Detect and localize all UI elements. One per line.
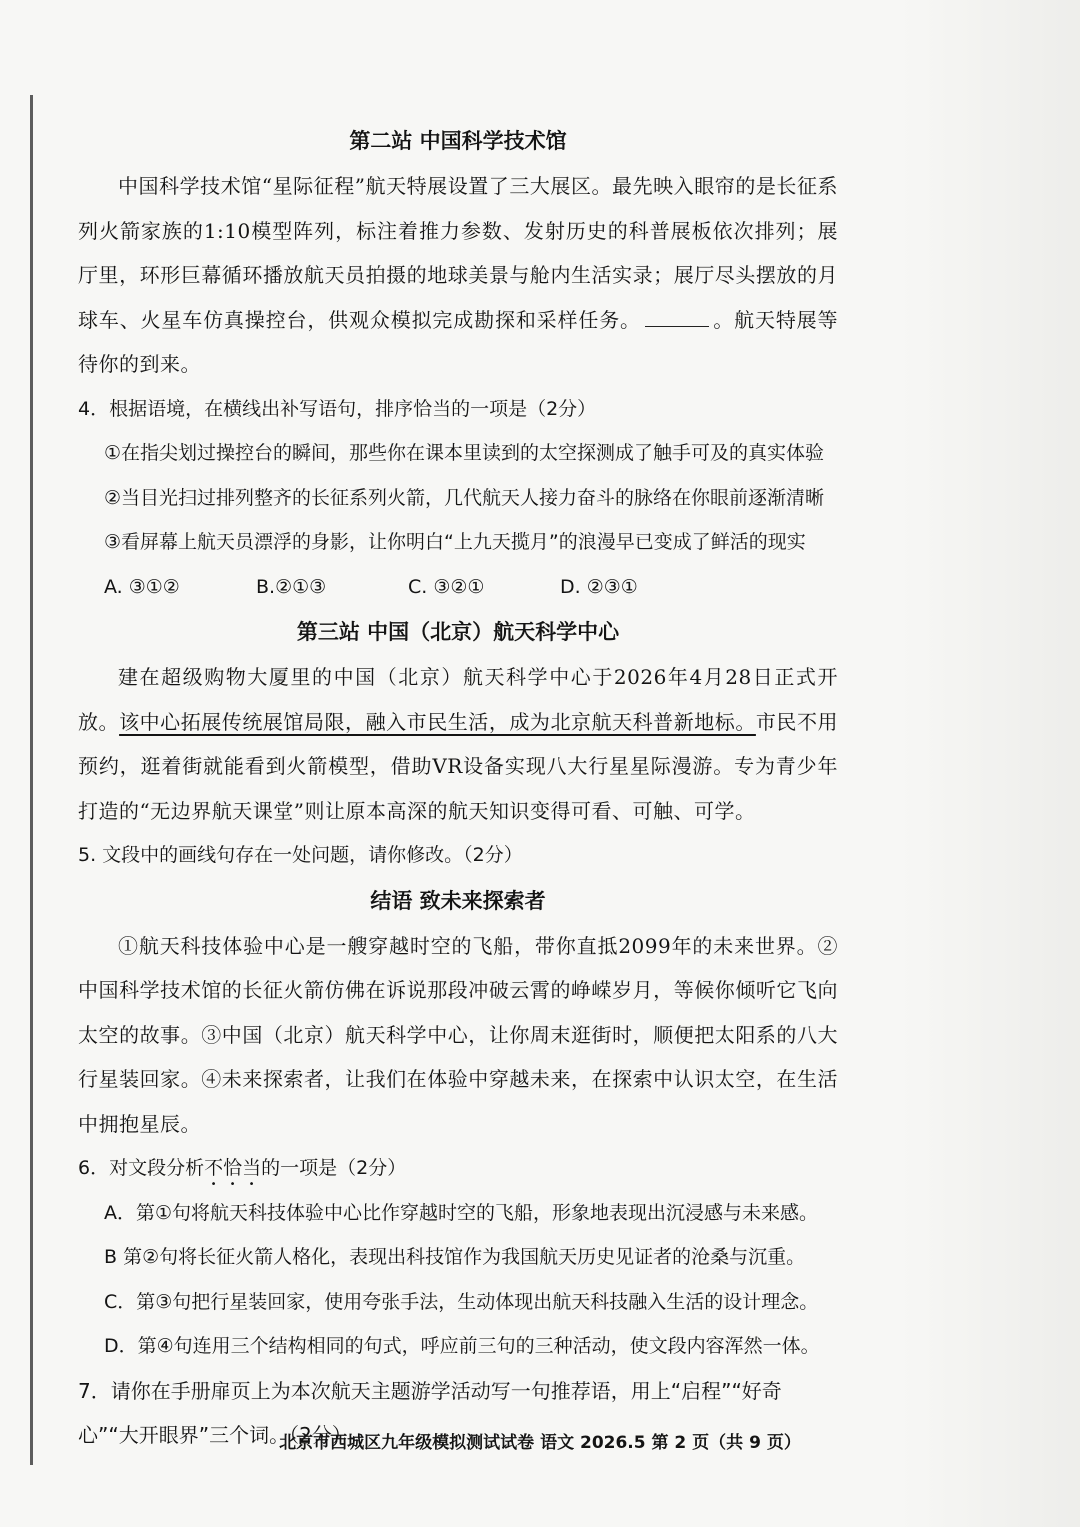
ending-paragraph: ①航天科技体验中心是一艘穿越时空的飞船，带你直抵2099年的未来世界。②中国科学技术馆的长征火箭仿佛在诉说那段冲破云霄的峥嵘岁月，等候你倾听它飞向太空的故事。③中国（北京）航天科学中心，让你周末逛街时，顺便把太阳系的八大行星装回家。④未来探索者，让我们在体验中穿越未来，在探索中认识太空，在生活中拥抱星辰。	[78, 933, 838, 1136]
ending-title: 结语 致未来探索者	[370, 888, 546, 913]
station2-text-tail: 。航天特展等待你的到来。	[78, 307, 839, 376]
station3-title: 第三站 中国（北京）航天科学中心	[296, 620, 620, 644]
underlined-sentence: 该中心拓展传统展馆局限，融入市民生活，成为北京航天科普新地标。	[119, 709, 756, 734]
q4-sentence-1: ①在指尖划过操控台的瞬间，那些你在课本里读到的太空探测成了触手可及的真实体验	[104, 442, 825, 464]
q6-stem-end: 的一项是（2分）	[261, 1157, 407, 1179]
q4-choice-d[interactable]: D. ②③①	[560, 575, 638, 598]
station3-text-start: 建在超级购物大厦里的中国（北京）航天科学中心于2026年4月28日正式开放。	[78, 665, 838, 734]
q4-choice-b[interactable]: B.②①③	[256, 575, 327, 598]
q4-choice-a[interactable]: A. ③①②	[104, 575, 180, 598]
station2-title: 第二站 中国科学技术馆	[349, 129, 567, 153]
station3-text-end: 市民不用预约，逛着街就能看到火箭模型，借助VR设备实现八大行星星际漫游。专为青少年打造的“无边界航天课堂”则让原本高深的航天知识变得可看、可触、可学。	[78, 709, 839, 823]
q6-option-b[interactable]: B 第②句将长征火箭人格化，表现出科技馆作为我国航天历史见证者的沧桑与沉重。	[104, 1246, 806, 1268]
q4-choice-c[interactable]: C. ③②①	[408, 575, 485, 598]
q6-option-c[interactable]: C．第③句把行星装回家，使用夸张手法，生动体现出航天科技融入生活的设计理念。	[104, 1290, 819, 1313]
page-binding-edge	[30, 95, 33, 1465]
q6-emphasis: 不恰当	[204, 1157, 262, 1179]
scan-shadow	[900, 0, 1080, 1527]
question-5-stem: 5. 文段中的画线句存在一处问题，请你修改。（2分）	[78, 844, 523, 866]
question-6-stem	[78, 1146, 838, 1191]
q6-stem-start: 6．对文段分析	[78, 1157, 205, 1179]
page-footer: 北京市西城区九年级模拟测试试卷 语文 2026.5 第 2 页（共 9 页）	[279, 1433, 801, 1453]
question-7-stem: 7．请你在手册扉页上为本次航天主题游学活动写一句推荐语，用上“启程”“好奇心”“大开眼界”三个词。（2分）	[78, 1378, 782, 1447]
station2-text: 中国科学技术馆“星际征程”航天特展设置了三大展区。最先映入眼帘的是长征系列火箭家族的1:10模型阵列，标注着推力参数、发射历史的科普展板依次排列；展厅里，环形巨幕循环播放航天员拍摄的地球美景与舱内生活实录；展厅尽头摆放的月球车、火星车仿真操控台，供观众模拟完成勘探和采样任务。	[78, 174, 838, 332]
exam-page-content	[78, 118, 838, 1458]
q6-option-a[interactable]: A．第①句将航天科技体验中心比作穿越时空的飞船，形象地表现出沉浸感与未来感。	[104, 1201, 819, 1224]
station3-paragraph	[78, 655, 838, 833]
q6-option-d[interactable]: D．第④句连用三个结构相同的句式，呼应前三句的三种活动，使文段内容浑然一体。	[104, 1335, 820, 1357]
q4-sentence-2: ②当目光扫过排列整齐的长征系列火箭，几代航天人接力奋斗的脉络在你眼前逐渐清晰	[104, 486, 825, 509]
question-4-stem: 4．根据语境，在横线出补写语句，排序恰当的一项是（2分）	[78, 397, 597, 420]
fill-in-blank[interactable]	[645, 308, 709, 327]
q4-sentence-3: ③看屏幕上航天员漂浮的身影，让你明白“上九天揽月”的浪漫早已变成了鲜活的现实	[104, 531, 806, 553]
station2-paragraph	[78, 164, 838, 387]
q4-choices	[78, 565, 838, 610]
